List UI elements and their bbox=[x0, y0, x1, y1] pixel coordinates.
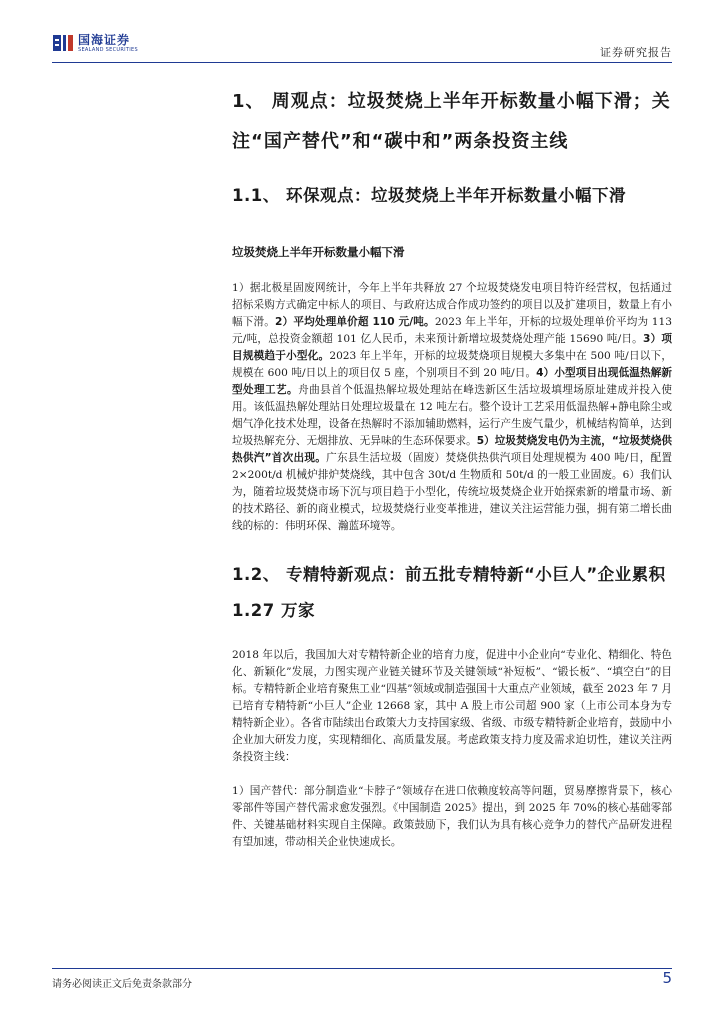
report-type-label: 证券研究报告 bbox=[600, 46, 672, 59]
logo-name-cn: 国海证券 bbox=[78, 32, 131, 47]
section-1-2-paragraph-1: 2018 年以后，我国加大对专精特新企业的培育力度，促进中小企业向“专业化、精细化、特色化、新颖化”发展，力图实现产业链关键环节及关键领域“补短板”、“锻长板”、“填空白”的目标。专精特新企业培育聚焦工业“四基”领域或制造强国十大重点产业领域，截至 2023 年 7 月已培育专精特新“小巨人”企业 12668 家，其中 A 股上市公司超 900 家（上市公司本身为专精特新企业）。各省市陆续出台政策大力支持国家级、省级、市级专精特新企业培育，鼓励中小企业加大研发力度，实现精细化、高质量发展。考虑政策支持力度及需求迫切性，建议关注两条投资主线： bbox=[232, 649, 672, 763]
footer-disclaimer: 请务必阅读正文后免责条款部分 bbox=[52, 979, 192, 990]
section-1-2-paragraph-2: 1）国产替代：部分制造业“卡脖子”领域存在进口依赖度较高等问题，贸易摩擦背景下，核心零部件等国产替代需求愈发强烈。《中国制造 2025》提出，到 2025 年 70%的核心基础零部件、关键基础材料实现自主保障。政策鼓励下，我们认为具有核心竞争力的替代产品研发进程有望加速，带动相关企业快速成长。 bbox=[232, 785, 672, 848]
section-1-1-paragraph: 1）据北极星固废网统计，今年上半年共释放 27 个垃圾焚烧发电项目特许经营权，包括通过招标采购方式确定中标人的项目、与政府达成合作成功签约的项目以及扩建项目，数量上有小幅下滑。2）平均处理单价超 110 元/吨。2023 年上半年，开标的垃圾处理单价平均为 113 元/吨，总投资金额超 101 亿人民币，未来预计新增垃圾焚烧处理产能 15690 吨/日。3）项目规模趋于小型化。2023 年上半年，开标的垃圾焚烧项目规模大多集中在 500 吨/日以下，规模在 600 吨/日以上的项目仅 5 座，个别项目不到 20 吨/日。4）小型项目出现低温热解新型处理工艺。舟曲县首个低温热解垃圾处理站在峰迭新区生活垃圾填埋场原址建成并投入使用。该低温热解处理站日处理垃圾量在 12 吨左右。整个设计工艺采用低温热解+静电除尘或烟气净化技术处理，设备在热解时不添加辅助燃料，运行产生废气量少，机械结构简单，达到垃圾热解充分、无烟排放、无异味的生态环保要求。5）垃圾焚烧发电仍为主流，“垃圾焚烧供热供汽”首次出现。广东县生活垃圾（固废）焚烧供热供汽项目处理规模为 400 吨/日，配置 2×200t/d 机械炉排炉焚烧线，其中包含 30t/d 生物质和 50t/d 的一般工业固废。6）我们认为，随着垃圾焚烧市场下沉与项目趋于小型化，传统垃圾焚烧企业开始探索新的增量市场、新的技术路径、新的商业模式，垃圾焚烧行业变革推进，建议关注运营能力强，拥有第二增长曲线的标的：伟明环保、瀚蓝环境等。 bbox=[232, 282, 672, 532]
page-header bbox=[52, 22, 672, 62]
section-1-title: 1、 周观点：垃圾焚烧上半年开标数量小幅下滑；关注“国产替代”和“碳中和”两条投资主线 bbox=[232, 91, 671, 152]
logo-mark-icon bbox=[52, 32, 74, 54]
main-content bbox=[232, 76, 672, 851]
header-divider bbox=[52, 62, 672, 63]
logo-name-en: SEALAND SECURITIES bbox=[78, 46, 138, 53]
section-1-1-subtitle: 垃圾焚烧上半年开标数量小幅下滑 bbox=[232, 245, 405, 259]
section-1-1-title: 1.1、 环保观点：垃圾焚烧上半年开标数量小幅下滑 bbox=[232, 186, 626, 205]
company-logo bbox=[52, 32, 138, 54]
page-number: 5 bbox=[662, 969, 672, 987]
footer-divider bbox=[52, 968, 672, 969]
section-1-2-title: 1.2、 专精特新观点：前五批专精特新“小巨人”企业累积 1.27 万家 bbox=[232, 565, 666, 620]
